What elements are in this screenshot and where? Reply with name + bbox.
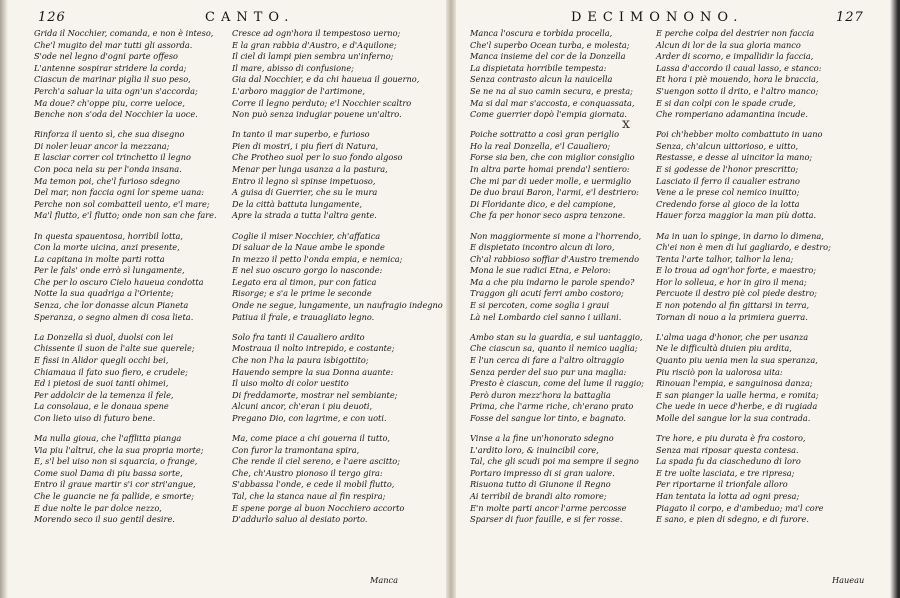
left-column-2 — [232, 28, 443, 534]
verse-line: Corre il legno perduto; e'l Nocchier scaltro — [232, 97, 412, 108]
verse-line: Tal, che la stanca naue al fin respira; — [232, 490, 386, 501]
verse-line: E, s'l bel uiso non si squarcia, o frange, — [34, 456, 198, 467]
verse-line: E si percoten, come soglia i graui — [470, 300, 610, 311]
verse-line: Ma temon poi, che'l furioso sdegno — [34, 175, 180, 186]
verse-line: Il ciel di lampi pien sembra un'inferno; — [232, 51, 394, 62]
verse-line: E sano, e pien di sdegno, e di furore. — [656, 514, 809, 525]
stanza — [34, 332, 217, 425]
verse-line: Senza contrasto alcun la nauicella — [470, 74, 613, 85]
verse-line: Senza perder del suo pur una maglia: — [470, 366, 627, 377]
verse-line: Hauer forza maggior la man più dotta. — [656, 210, 817, 221]
verse-line: Non può senza indugiar pouene un'altro. — [232, 109, 402, 120]
verse-line: Fosse del sangue lor tinto, e bagnato. — [470, 412, 626, 423]
verse-line: Presto è ciascun, come del lume il raggio; — [470, 378, 644, 389]
verse-line: Vene a le prese col nemico inuitto; — [656, 187, 800, 198]
left-page-edge — [0, 0, 8, 598]
verse-line: Tal, che gli scudi poi ma sempre il segno — [470, 456, 639, 467]
verse-line: E dispietato incontro alcun di loro, — [470, 242, 615, 253]
verse-line: Manca insieme del cor de la Donzella — [470, 51, 626, 62]
stanza — [470, 129, 644, 222]
verse-line: E la gran rabbia d'Austro, e d'Aquilone; — [232, 39, 397, 50]
verse-line: Alcun di lor de la sua gloria manco — [656, 39, 801, 50]
verse-line: Del mar, non faccia ogni lor speme uana: — [34, 187, 205, 198]
verse-line: Ma, come piace a chi gouerna il tutto, — [232, 433, 391, 443]
verse-line: Lassa d'accordo il caual lasso, e stanco: — [656, 62, 822, 73]
verse-line: Credendo forse al gioco de la lotta — [656, 198, 800, 209]
stanza — [232, 28, 443, 121]
right-page — [456, 0, 900, 598]
verse-line: Ma si dal mar s'accosta, e conquassata, — [470, 97, 635, 108]
verse-line: Notte la sua quadriga a l'Oriente; — [34, 288, 174, 299]
verse-line: Tenta l'arte talhor, talhor la lena; — [656, 253, 794, 264]
verse-line: Però duron mezz'hora la battaglia — [470, 389, 611, 400]
verse-line: Ma doue? ch'oppe piu, corre ueloce, — [34, 97, 185, 108]
verse-line: Vinse a la fine un'honorato sdegno — [470, 433, 614, 443]
verse-line: E si dan colpi con le spade crude, — [656, 97, 796, 108]
verse-line: Pien di mostri, i piu fieri di Natura, — [232, 140, 379, 151]
stanza — [470, 332, 644, 425]
left-running-head: CANTO. — [205, 10, 295, 25]
verse-line: In altra parte homai prenda'l sentiero: — [470, 164, 630, 175]
verse-line: E perche colpa del destrier non faccia — [656, 28, 815, 38]
stanza — [34, 129, 217, 222]
verse-line: In tanto il mar superbo, e furioso — [232, 129, 370, 140]
verse-line: Quanto piu uenia men la sua speranza, — [656, 354, 818, 365]
stanza — [232, 433, 443, 526]
verse-line: Onde ne segue, lungamente, un naufragio indegno — [232, 300, 443, 311]
verse-line: Rinforza il uento sì, che sua disegno — [34, 129, 185, 140]
verse-line: Patiua il frale, e trauagliato legno. — [232, 311, 375, 322]
verse-line: S'ode nel legno d'ogni parte offeso — [34, 51, 178, 62]
verse-line: Chissente il suon de l'alte sue querele; — [34, 343, 195, 354]
verse-line: Molle del sangue lor la sua contrada. — [656, 412, 811, 423]
verse-line: Perche non sol combatteil uento, e'l mare; — [34, 198, 210, 209]
left-catchword: Manca — [370, 575, 399, 585]
verse-line: Ch'al rabbioso soffiar d'Austro tremendo — [470, 253, 640, 264]
stanza — [656, 231, 831, 324]
verse-line: Di freddamorte, mostrar nel sembiante; — [232, 389, 398, 400]
verse-line: Con la morte uicina, anzi presente, — [34, 242, 180, 253]
verse-line: Che rende il ciel sereno, e l'aere ascitto; — [232, 456, 400, 467]
verse-line: Menar per lunga usanza a la pastura, — [232, 164, 388, 175]
verse-line: Manca l'oscura e torbida procella, — [470, 28, 613, 38]
verse-line: Forse sia ben, che con miglior consiglio — [470, 152, 635, 163]
verse-line: Senza, ch'alcun uittorioso, e uitto, — [656, 140, 799, 151]
verse-line: Se ne na al suo camin secura, e presta; — [470, 85, 633, 96]
verse-line: Che Protheo suol per lo suo fondo algoso — [232, 152, 403, 163]
verse-line: Ciascun de marinar piglia il suo peso, — [34, 74, 191, 85]
verse-line: Risuona tutto di Giunone il Regno — [470, 479, 611, 490]
stanza — [470, 433, 644, 526]
verse-line: Che'l mugito del mar tutti gli assorda. — [34, 39, 193, 50]
verse-line: Via piu l'altrui, che la sua propria morte; — [34, 444, 204, 455]
verse-line: Speranza, o segno almen di cosa lieta. — [34, 311, 194, 322]
right-column-2 — [656, 28, 831, 534]
verse-line: Con furor la tramontana spira, — [232, 444, 360, 455]
verse-line: Che, ch'Austro pionoso il tergo gira: — [232, 467, 383, 478]
verse-line: Ed i pietosi de suoi tanti ohimei, — [34, 378, 169, 389]
verse-line: E spene porge al buon Nocchiero accorto — [232, 502, 405, 513]
stanza — [232, 129, 443, 222]
verse-line: Mostraua il nolto intrepido, e costante; — [232, 343, 395, 354]
verse-line: La consolaua, e le donaua spene — [34, 401, 169, 412]
verse-line: Gia dal Nocchier, e da chi haueua il gouerno, — [232, 74, 420, 85]
verse-line: Ma in uan lo spinge, in darno lo dimena, — [656, 230, 824, 241]
verse-line: Il mare, abisso di confusione; — [232, 62, 354, 73]
verse-line: Et hora i piè mouendo, hora le braccia, — [656, 74, 819, 85]
stanza — [470, 28, 644, 121]
verse-line: Percuote il destro piè col piede destro; — [656, 288, 817, 299]
verse-line: Piagato il corpo, e d'ambeduo; ma'l core — [656, 502, 824, 513]
verse-line: De la città battuta lungamente, — [232, 198, 363, 209]
verse-line: Ma a che piu indarno le parole spendo? — [470, 276, 635, 287]
verse-line: Traggon gli acuti ferri ambo costoro; — [470, 288, 624, 299]
verse-line: Di Floridante dico, e del campione, — [470, 198, 616, 209]
margin-mark: x — [622, 116, 630, 132]
verse-line: Che le guancie ne fa pallide, e smorte; — [34, 490, 195, 501]
verse-line: La dispietata horribile tempesta: — [470, 62, 607, 73]
verse-line: Solo fra tanti il Caualiero ardito — [232, 331, 365, 342]
verse-line: Grida il Nocchier, comanda, e non è inteso, — [34, 28, 214, 38]
verse-line: E lasciar correr col trinchetto il legno — [34, 152, 191, 163]
verse-line: E nel suo oscuro gorgo lo nasconde: — [232, 265, 383, 276]
stanza — [232, 231, 443, 324]
verse-line: Ne le difficultà diuien piu ardita, — [656, 343, 792, 354]
verse-line: Poiche sottratto a così gran periglio — [470, 129, 620, 140]
verse-line: Che mi par di ueder molle, e uermiglio — [470, 175, 632, 186]
verse-line: La spada fu da ciascheduno di loro — [656, 456, 801, 467]
verse-line: Sparser di fuor fauille, e si fer rosse. — [470, 514, 623, 525]
verse-line: Che per lo oscuro Cielo haueua condotta — [34, 276, 204, 287]
stanza — [34, 28, 217, 121]
verse-line: Ambo stan su la guardia, e sul uantaggio, — [470, 331, 643, 342]
verse-line: Rinouan l'empia, e sanguinosa danza; — [656, 378, 813, 389]
verse-line: Ma'l flutto, e'l flutto; onde non san che fare. — [34, 210, 217, 221]
verse-line: S'abbassa l'onde, e cede il mobil flutto, — [232, 479, 395, 490]
verse-line: Ch'ei non è men di lui gagliardo, e destro; — [656, 242, 831, 253]
gutter — [446, 0, 456, 598]
verse-line: Portaro impresso di si gran ualore. — [470, 467, 615, 478]
verse-line: Hor lo solleua, e hor in giro il mena; — [656, 276, 807, 287]
verse-line: E san pianger la ualle herma, e romita; — [656, 389, 819, 400]
verse-line: Entro il graue martir s'i cor stri'angue, — [34, 479, 196, 490]
verse-line: Che ciascun sa, quanto il nemico uaglia; — [470, 343, 638, 354]
verse-line: Per riportarne il trionfale alloro — [656, 479, 788, 490]
stanza — [34, 231, 217, 324]
verse-line: E fissi in Alidor quegli occhi bei, — [34, 354, 169, 365]
verse-line: Han tentata la lotta ad ogni presa; — [656, 490, 800, 501]
left-page-number: 126 — [38, 10, 66, 25]
verse-line: Là nel Lombardo ciel sanno i uillani. — [470, 311, 622, 322]
verse-line: Di noler leuar ancor la mezzana; — [34, 140, 170, 151]
verse-line: Il uiso molto di color uestito — [232, 378, 349, 389]
verse-line: Con lieto uiso di futuro bene. — [34, 412, 156, 423]
verse-line: Pregano Dio, con lagrime, e con uoti. — [232, 412, 387, 423]
verse-line: Piu risciò pon la ualorosa uita: — [656, 366, 783, 377]
verse-line: Legato era al timon, pur con fatica — [232, 276, 377, 287]
verse-line: E due nolte le par dolce nezzo, — [34, 502, 162, 513]
verse-line: Con poca nela su per l'onda insana. — [34, 164, 182, 175]
stanza — [470, 231, 644, 324]
verse-line: L'alma uaga d'honor, che per usanza — [656, 331, 809, 342]
verse-line: Tre hore, e piu durata è fra costoro, — [656, 433, 806, 443]
stanza — [656, 28, 831, 121]
verse-line: Mona le sue radici Etna, e Peloro: — [470, 265, 611, 276]
verse-line: La Donzella sì duol, duolsi con lei — [34, 331, 174, 342]
verse-line: D'addurlo saluo al desiato porto. — [232, 514, 368, 525]
verse-line: L'ardito loro, & inuincibil core, — [470, 444, 599, 455]
right-column-1 — [470, 28, 644, 534]
stanza — [656, 129, 831, 222]
verse-line: Entro il legno sì spinse impetuoso, — [232, 175, 376, 186]
verse-line: Arder di scorno, e impallidir la faccia, — [656, 51, 814, 62]
right-catchword: Haueau — [832, 575, 865, 585]
verse-line: L'antenne sospirar stridere la corda; — [34, 62, 187, 73]
verse-line: E'n molte parti ancor l'arme percosse — [470, 502, 627, 513]
verse-line: Cresce ad ogn'hora il tempestoso uerno; — [232, 28, 401, 38]
verse-line: Poi ch'hebber molto combattuto in uano — [656, 129, 823, 140]
verse-line: Hauendo sempre la sua Donna auante: — [232, 366, 394, 377]
verse-line: E l'un cerca di fare a l'altro oltraggio — [470, 354, 624, 365]
verse-line: Che non l'ha la paura isbigottito; — [232, 354, 369, 365]
left-column-1 — [34, 28, 217, 534]
verse-line: Non maggiormente si mone a l'horrendo, — [470, 230, 642, 241]
verse-line: Coglie il miser Nocchier, ch'affatica — [232, 230, 381, 241]
verse-line: A guisa di Guerrier, che su le mura — [232, 187, 378, 198]
verse-line: Come guerrier dopò l'empia giornata. — [470, 109, 627, 120]
left-page — [0, 0, 446, 598]
right-page-edge — [890, 0, 900, 598]
stanza — [232, 332, 443, 425]
right-running-head: DECIMONONO. — [571, 10, 744, 25]
stanza — [34, 433, 217, 526]
verse-line: Apre la strada a tutta l'altra gente. — [232, 210, 377, 221]
verse-line: Per addolcir de la temenza il fele, — [34, 389, 174, 400]
right-page-number: 127 — [836, 10, 864, 25]
verse-line: Ho la real Donzella, e'l Caualiero; — [470, 140, 611, 151]
verse-line: Alcuni ancor, ch'eran i piu deuoti, — [232, 401, 373, 412]
verse-line: E non potendo al fin gittarsi in terra, — [656, 300, 810, 311]
verse-line: Senza, che lor donasse alcun Pianeta — [34, 300, 189, 311]
verse-line: Morendo seco il suo gentil desire. — [34, 514, 175, 525]
verse-line: Che'l superbo Ocean turba, e molesta; — [470, 39, 630, 50]
verse-line: Chiamaua il fato suo fiero, e crudele; — [34, 366, 188, 377]
verse-line: Ma nulla gioua, che l'afflitta pianga — [34, 433, 182, 443]
verse-line: Lasciato il ferro il caualier estrano — [656, 175, 800, 186]
verse-line: Che uede in uece d'herbe, e di rugiada — [656, 401, 818, 412]
verse-line: In mezzo il petto l'onda empia, e nemica; — [232, 253, 403, 264]
verse-line: Di saluar de la Naue ambe le sponde — [232, 242, 385, 253]
verse-line: Perch'a saluar la uita ogn'un s'accorda; — [34, 85, 198, 96]
verse-line: Che romperiano adamantina incude. — [656, 109, 808, 120]
stanza — [656, 433, 831, 526]
stanza — [656, 332, 831, 425]
verse-line: In questa spauentosa, horribil lotta, — [34, 230, 184, 241]
verse-line: Ai terribil de brandi alto romore; — [470, 490, 607, 501]
verse-line: E tre uolte lasciata, e tre ripresa; — [656, 467, 795, 478]
verse-line: Benche non s'oda del Nocchier la uoce. — [34, 109, 198, 120]
verse-line: Prima, che l'arme riche, ch'erano prato — [470, 401, 634, 412]
verse-line: Restasse, e desse al uincitor la mano; — [656, 152, 813, 163]
verse-line: E lo troua ad ogn'hor forte, e maestro; — [656, 265, 817, 276]
verse-line: S'uengon sotto il drito, e l'altro manco; — [656, 85, 819, 96]
verse-line: Che fa per honor seco aspra tenzone. — [470, 210, 626, 221]
verse-line: L'arboro maggior de l'artimone, — [232, 85, 365, 96]
verse-line: Per le fals' onde errò sì lungamente, — [34, 265, 185, 276]
verse-line: De duo braui Baron, l'armi, e'l destriero: — [470, 187, 639, 198]
verse-line: Senza mai riposar questa contesa. — [656, 444, 799, 455]
verse-line: La capitana in molte parti rotta — [34, 253, 165, 264]
verse-line: E si godesse de l'honor prescritto; — [656, 164, 799, 175]
verse-line: Come suol Dama di piu bassa sorte, — [34, 467, 183, 478]
verse-line: Risorge; e s'a le prime le seconde — [232, 288, 372, 299]
verse-line: Tornan di nouo a la primiera guerra. — [656, 311, 808, 322]
